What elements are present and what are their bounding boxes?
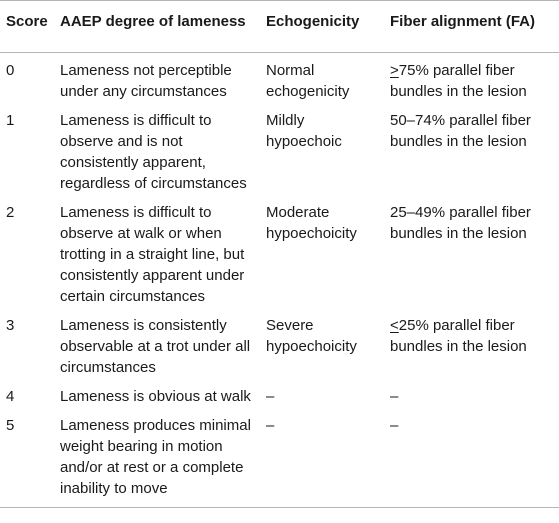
fiber-cell: [386, 53, 559, 106]
fiber-text: –: [390, 417, 399, 434]
fiber-symbol: <: [390, 317, 399, 334]
header-row: [0, 1, 559, 53]
score-cell: 1: [6, 112, 15, 129]
fiber-symbol: >: [390, 62, 399, 79]
table-row: [0, 410, 559, 508]
table-row: [0, 381, 559, 410]
score-cell: 5: [0, 410, 56, 508]
fiber-cell: [386, 105, 559, 197]
header-aaep: AAEP degree of lameness: [56, 1, 262, 53]
table-row: [0, 197, 559, 310]
table-header: [0, 1, 559, 53]
echogenicity-cell: Normal echogenicity: [266, 62, 350, 100]
aaep-cell: Lameness not perceptible under any circumstances: [60, 62, 232, 100]
fiber-text: 50–74% parallel fiber bundles in the lesion: [390, 112, 531, 150]
table-row: [0, 310, 559, 381]
score-cell: 2: [6, 204, 15, 221]
fiber-text: 25–49% parallel fiber bundles in the lesion: [390, 204, 531, 242]
fiber-text: 75% parallel fiber bundles in the lesion: [390, 62, 527, 100]
echogenicity-cell: –: [266, 388, 275, 405]
aaep-cell: Lameness is difficult to observe and is not consistently apparent, regardless of circumstances: [60, 112, 247, 192]
score-cell: 3: [6, 317, 15, 334]
header-echogenicity: Echogenicity: [262, 1, 386, 53]
header-fiber-alignment: Fiber alignment (FA): [386, 1, 559, 53]
echogenicity-cell: Moderate hypoechoicity: [266, 204, 357, 242]
echogenicity-cell: Severe hypoechoicity: [266, 317, 357, 355]
table-row: [0, 105, 559, 197]
fiber-text: –: [390, 388, 399, 405]
aaep-cell: Lameness produces minimal weight bearing in motion and/or at rest or a complete inability to move: [56, 410, 262, 508]
aaep-cell: Lameness is difficult to observe at walk or when trotting in a straight line, but consistently apparent under certain circumstances: [60, 204, 245, 305]
header-score: Score: [0, 1, 56, 53]
fiber-text: 25% parallel fiber bundles in the lesion: [390, 317, 527, 355]
fiber-cell: [386, 410, 559, 508]
fiber-cell: [386, 197, 559, 310]
aaep-cell: Lameness is obvious at walk: [60, 388, 251, 405]
table-body: [0, 53, 559, 508]
echogenicity-cell: Mildly hypoechoic: [266, 112, 342, 150]
aaep-cell: Lameness is consistently observable at a trot under all circumstances: [60, 317, 251, 376]
score-cell: 0: [6, 62, 15, 79]
fiber-cell: [386, 310, 559, 381]
score-cell: 4: [6, 388, 15, 405]
fiber-cell: [386, 381, 559, 410]
table-row: [0, 53, 559, 106]
echogenicity-cell: –: [262, 410, 386, 508]
